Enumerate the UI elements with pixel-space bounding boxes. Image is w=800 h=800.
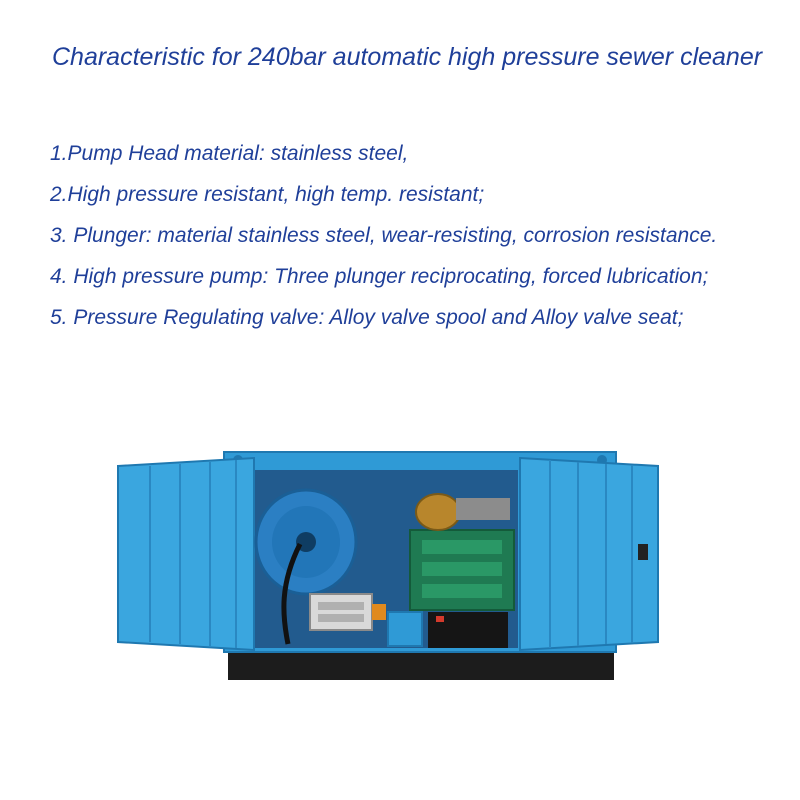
water-tank: [388, 612, 422, 646]
left-door: [118, 458, 254, 650]
feature-item-3: 3. Plunger: material stainless steel, wear-resisting, corrosion resistance.: [50, 224, 718, 247]
plunger-pump: [310, 594, 372, 630]
sewer-cleaner-photo: [110, 444, 670, 684]
door-handle: [638, 544, 648, 560]
page-title: Characteristic for 240bar automatic high pressure sewer cleaner: [52, 43, 763, 71]
feature-item-1: 1.Pump Head material: stainless steel,: [50, 142, 409, 165]
feature-list: [50, 133, 790, 338]
turbocharger: [416, 494, 460, 530]
feature-item-5: 5. Pressure Regulating valve: Alloy valve spool and Alloy valve seat;: [50, 306, 684, 329]
machine-base: [228, 650, 614, 680]
feature-item-4: 4. High pressure pump: Three plunger reciprocating, forced lubrication;: [50, 265, 709, 288]
right-door: [520, 458, 658, 650]
feature-item-2: 2.High pressure resistant, high temp. resistant;: [50, 183, 485, 206]
